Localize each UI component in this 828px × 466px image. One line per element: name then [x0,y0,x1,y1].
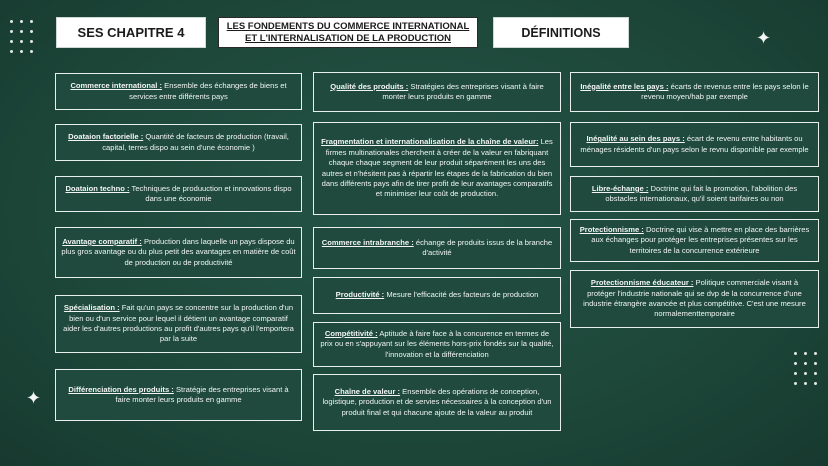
definition-card [55,124,302,161]
definition-card [570,270,819,328]
definition-text: Stratégies des entreprises visant à faire monter leurs produits en gamme [382,81,544,101]
definition-term: Productivité : [335,290,385,300]
definition-card [55,227,302,278]
definition-text: Quantité de facteurs de production (travail, capital, terres dispo au sein d'une économie ) [102,132,289,152]
definition-card [313,72,561,112]
definition-term: Protectionnisme : [579,224,644,234]
definition-term: Qualité des produits : [330,81,409,91]
definition-text: échange de produits issus de la branche d'activité [413,237,553,257]
lesson-title-line1: LES FONDEMENTS DU COMMERCE INTERNATIONAL [226,20,470,32]
sparkle-icon: ✦ [26,388,42,408]
definition-card [55,295,302,353]
definition-card [570,176,819,212]
definition-text: Mesure l'efficacité des facteurs de production [384,290,539,300]
definition-text: Ensemble des opérations de conception, logistique, production et de servies nécessaires à la conception d'un produit final et qui chacune ajoute de la valeur au produit [322,386,552,417]
definition-term: Libre-échange : [591,183,649,193]
dot-grid-bottom-right [794,352,817,385]
definition-text: Fait qu'un pays se concentre sur la production d'un bien ou d'un service pour lequel il détient un avantage comparatif aider les d'autres productions au profit d'autres pays qu'il l'emportera par la suite [63,303,294,344]
dot-grid-top-left [10,20,33,53]
definition-card [313,322,561,367]
definition-term: Fragmentation et internationalisation de la chaîne de valeur: [321,137,539,147]
definition-term: Inégalité entre les pays : [580,81,669,91]
definition-text: Techniques de produuction et innovations dispo dans une économie [129,183,292,203]
definition-card [570,72,819,112]
definition-card [55,369,302,421]
definition-card [570,122,819,167]
definition-card [313,122,561,215]
definition-text: écarts de revenus entre les pays selon le revenu moyen/hab par exemple [641,81,809,101]
definitions-title [493,17,629,48]
definition-text: Production dans laquelle un pays dispose du plus gros avantage ou du plus petit des avantages en matière de coût de production ou de productivité [61,236,296,267]
definition-term: Doataion techno : [65,183,130,193]
definition-term: Spécialisation : [63,303,120,313]
definition-term: Protectionnisme éducateur : [590,278,694,288]
definition-card [313,374,561,431]
definition-term: Compétitivité : [324,328,378,338]
definition-text: Doctrine qui fait la promotion, l'abolition des obstacles internationaux, qu'il soient tarifaires ou non [605,183,798,203]
definition-text: écart de revenu entre habitants ou ménages résidents d'un pays selon le revnu disponible par exemple [580,134,809,154]
definition-text: Politique commerciale visant à protéger l'industrie nationale qui se dvp de la concurrence d'une industrie étrangère avancée et plus compétitive. C'est une mesure normalementtemporaire [583,278,806,319]
definition-term: Différenciation des produits : [68,384,174,394]
chapter-title-text: SES CHAPITRE 4 [77,25,185,40]
definition-text: Les firmes multinationales cherchent à créer de la valeur en fabriquant chaque chaque segment de leur produit séparément les uns des autres et n'hésitent pas à répartir les étapes de la fabrication du bien dans différents pays afin de tirer profit de leur avantages comparatifs et minimiser leur coût de production. [321,137,553,199]
definition-text: Stratégie des entreprises visant à faire monter leurs produits en gamme [115,384,289,404]
definition-text: Doctrine qui vise à mettre en place des barrières aux échanges pour protéger les entreprises présentes sur les territoires de la concurrence extérieure [591,224,810,255]
lesson-title [218,17,478,48]
definition-term: Commerce intrabranche : [321,237,414,247]
definition-term: Inégalité au sein des pays : [586,134,685,144]
chapter-title [56,17,206,48]
definition-text: Ensemble des échanges de biens et services entre différents pays [129,81,287,101]
definition-text: Aptitude à faire face à la concurence en termes de prix ou en s'appuyant sur les éléments hors-prix fondés sur la qualité, l'innovation et la différenciation [320,328,554,359]
definition-card [313,227,561,269]
definition-card [313,277,561,314]
definition-term: Avantage comparatif : [62,236,142,246]
lesson-title-line2: ET L'INTERNALISATION DE LA PRODUCTION [245,32,451,44]
definition-term: Commerce international : [70,81,163,91]
sparkle-icon: ✦ [756,28,772,48]
definition-term: Chaîne de valeur : [334,386,401,396]
definition-card [55,73,302,110]
definition-term: Doataion factorielle : [68,132,144,142]
definition-card [55,176,302,212]
definition-card [570,219,819,262]
definitions-title-text: DÉFINITIONS [521,25,601,40]
